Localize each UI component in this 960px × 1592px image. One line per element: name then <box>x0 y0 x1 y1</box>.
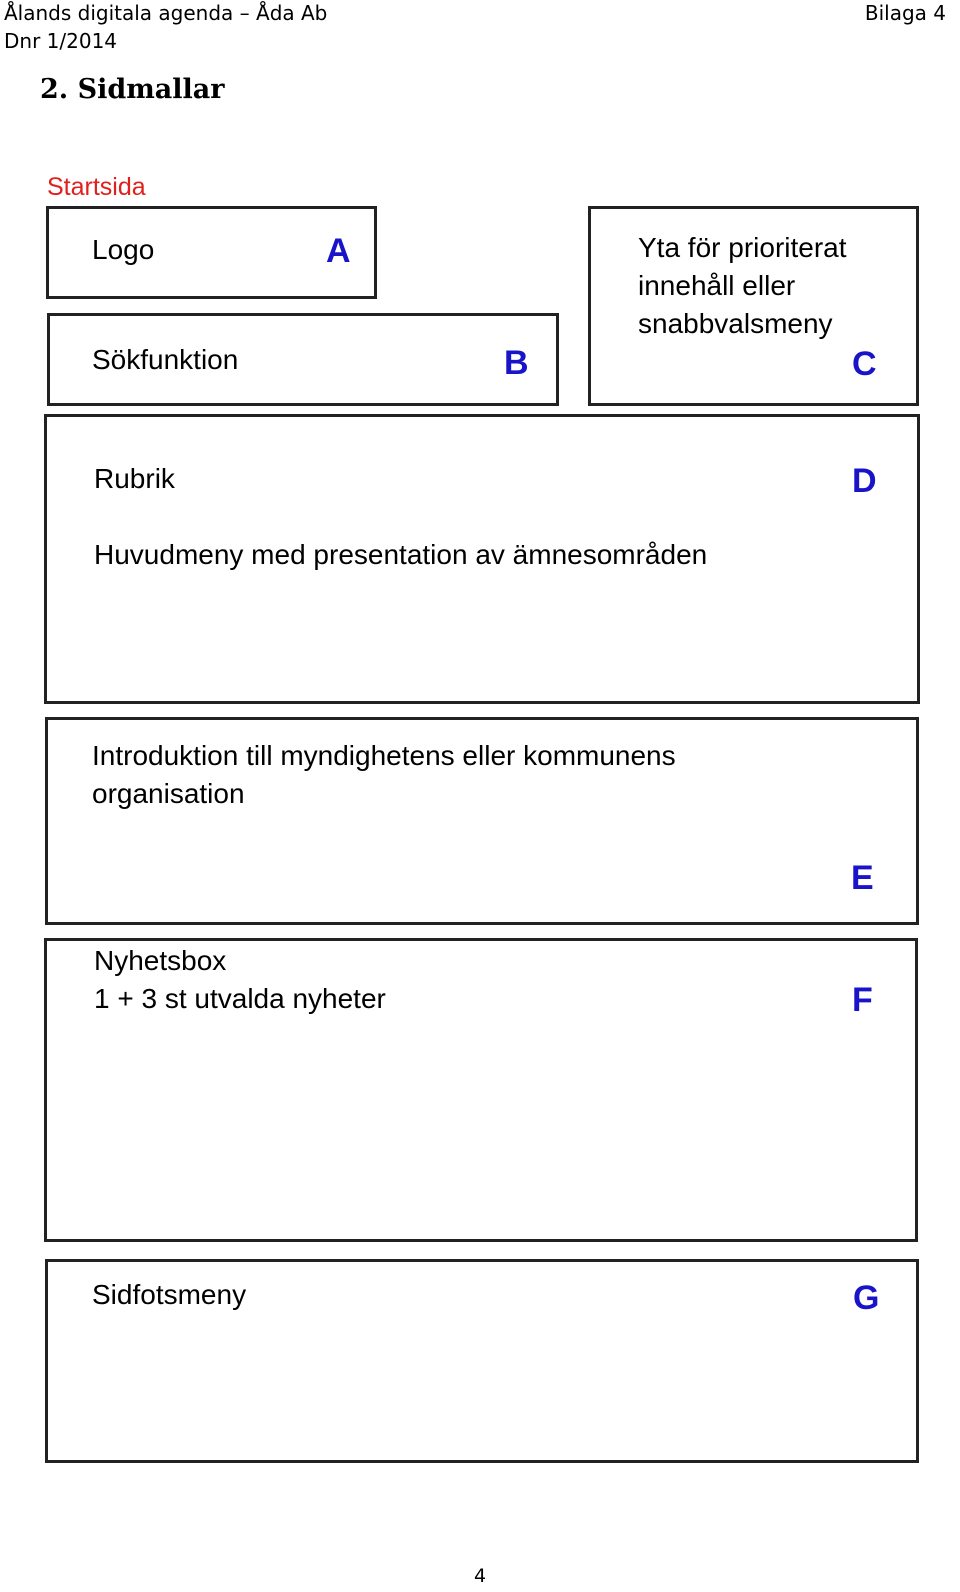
box-main-menu-letter: D <box>852 462 877 500</box>
box-news-letter: F <box>852 981 873 1019</box>
box-introduction-letter: E <box>851 859 874 897</box>
box-logo-letter: A <box>326 232 351 270</box>
box-news-label: Nyhetsbox 1 + 3 st utvalda nyheter <box>94 945 386 1014</box>
box-footer-menu-label: Sidfotsmeny <box>92 1279 247 1310</box>
box-search-label: Sökfunktion <box>92 344 239 375</box>
box-priority-content-letter: C <box>852 345 877 383</box>
box-priority-content-label: Yta för prioriterat innehåll eller snabbvalsmeny <box>638 232 847 339</box>
box-main-menu-description: Huvudmeny med presentation av ämnesområden <box>94 539 708 570</box>
box-search-letter: B <box>504 344 529 382</box>
box-main-menu-title: Rubrik <box>94 463 175 494</box>
box-logo-label: Logo <box>92 234 155 265</box>
box-footer-menu-letter: G <box>853 1279 880 1317</box>
page-number: 4 <box>473 1565 487 1587</box>
header-dnr: Dnr 1/2014 <box>4 29 118 53</box>
diagram-caption: Startsida <box>47 173 146 201</box>
header-org: Ålands digitala agenda – Åda Ab <box>4 1 328 25</box>
box-introduction-label: Introduktion till myndighetens eller kommunens organisation <box>92 740 676 809</box>
section-heading: 2. Sidmallar <box>40 74 225 105</box>
header-attachment: Bilaga 4 <box>864 1 946 25</box>
